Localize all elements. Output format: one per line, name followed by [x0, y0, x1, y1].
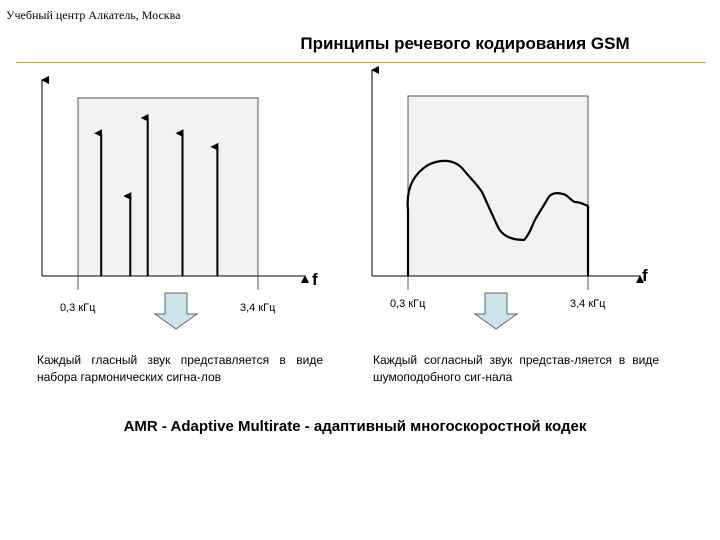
- down-arrow-icon: [475, 293, 517, 329]
- consonant-description: Каждый согласный звук представ-ляется в виде шумоподобного сиг-нала: [373, 353, 659, 384]
- consonant-band-area: [408, 96, 588, 276]
- vowel-freq-low-label: 0,3 кГц: [60, 302, 96, 314]
- consonant-spectrum-panel: [372, 70, 640, 290]
- page-title: Принципы речевого кодирования GSM: [300, 34, 630, 53]
- consonant-freq-low-label: 0,3 кГц: [390, 298, 426, 310]
- vowel-spectrum-panel: [42, 80, 305, 290]
- vowel-description: Каждый гласный звук представляется в виде набора гармонических сигна-лов: [37, 353, 323, 384]
- vowel-axis-label: f: [312, 270, 318, 289]
- organization-name: Учебный центр Алкатель, Москва: [6, 8, 181, 22]
- vowel-freq-high-label: 3,4 кГц: [240, 302, 276, 314]
- vowel-band-area: [78, 98, 258, 276]
- down-arrow-icon: [155, 293, 197, 329]
- consonant-freq-high-label: 3,4 кГц: [570, 298, 606, 310]
- footer-codec-title: AMR - Adaptive Multirate - адаптивный многоскоростной кодек: [123, 418, 587, 435]
- consonant-axis-label: f: [642, 266, 648, 285]
